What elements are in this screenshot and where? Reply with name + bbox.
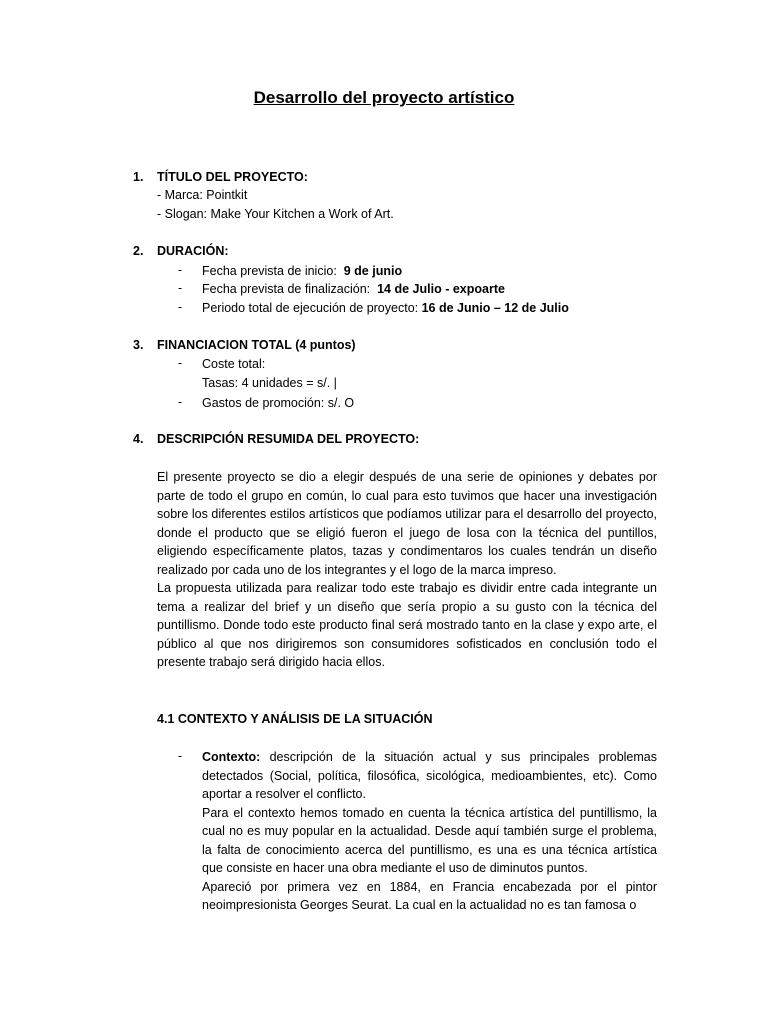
section-number: 4. — [133, 432, 144, 446]
context-label: Contexto: — [202, 750, 261, 764]
start-date-label: Fecha prevista de inicio: — [202, 264, 337, 278]
start-date-value: 9 de junio — [343, 264, 403, 278]
period-value: 16 de Junio – 12 de Julio — [421, 301, 569, 315]
section-number: 2. — [133, 244, 144, 258]
period-line — [202, 300, 569, 316]
promotion-cost-line: Gastos de promoción: s/. O — [202, 396, 355, 410]
end-date-label: Fecha prevista de finalización: — [202, 282, 371, 296]
total-cost-line: Coste total: — [202, 357, 266, 371]
section-label: FINANCIACION TOTAL (4 puntos) — [157, 338, 356, 352]
description-paragraph-2: La propuesta utilizada para realizar todo este trabajo es dividir entre cada integrante un tema a realizar del brief y un diseño que sería propio a su gusto con la técnica del puntillismo. Donde todo este producto final será mostrado tanto en la clase y expo arte, el público al que nos dirigiremos son consumidores sofisticados en conclusión todo el presente trabajo será dirigido hacia ellos. — [157, 581, 657, 669]
list-dash: - — [178, 356, 183, 370]
section-number: 1. — [133, 170, 144, 184]
context-text: descripción de la situación actual y sus principales problemas detectados (Social, política, filosófica, sicológica, medioambientes, etc). Como aportar a resolver el conflicto. — [202, 750, 657, 801]
slogan-line: - Slogan: Make Your Kitchen a Work of Art. — [157, 207, 394, 221]
section-label: DURACIÓN: — [157, 244, 229, 258]
section-number: 3. — [133, 338, 144, 352]
period-label: Periodo total de ejecución de proyecto: — [202, 301, 419, 315]
list-dash: - — [178, 281, 183, 295]
fees-line: Tasas: 4 unidades = s/. | — [202, 376, 337, 390]
end-date-value: 14 de Julio - expoarte — [377, 282, 505, 296]
list-dash: - — [178, 395, 183, 409]
subsection-4-1-heading: 4.1 CONTEXTO Y ANÁLISIS DE LA SITUACIÓN — [157, 712, 433, 726]
section-label: TÍTULO DEL PROYECTO: — [157, 170, 308, 184]
context-paragraph-3: Apareció por primera vez en 1884, en Francia encabezada por el pintor neoimpresionista Georges Seurat. La cual en la actualidad no es tan famosa o — [202, 879, 657, 912]
project-description — [157, 468, 657, 672]
end-date-line — [202, 281, 505, 297]
section-label: DESCRIPCIÓN RESUMIDA DEL PROYECTO: — [157, 432, 420, 446]
list-dash: - — [178, 300, 183, 314]
context-paragraph-2: Para el contexto hemos tomado en cuenta la técnica artística del puntillismo, la cual no es muy popular en la actualidad. Desde aquí también surge el problema, la falta de conocimiento acerca del puntillismo, es una es una técnica artística que consiste en hacer una obra mediante el uso de diminutos puntos. — [202, 805, 657, 875]
list-dash: - — [178, 749, 183, 763]
document-title: Desarrollo del proyecto artístico — [253, 88, 515, 107]
context-paragraph-1 — [202, 748, 657, 804]
list-dash: - — [178, 263, 183, 277]
start-date-line — [202, 263, 402, 279]
brand-line: - Marca: Pointkit — [157, 188, 248, 202]
description-paragraph-1: El presente proyecto se dio a elegir después de una serie de opiniones y debates por parte de todo el grupo en común, lo cual para esto tuvimos que hacer una investigación sobre los diferentes estilos artísticos que podíamos utilizar para el desarrollo del proyecto, donde el producto que se eligió fueron el juego de losa con la técnica del puntillos, eligiendo específicamente platos, tazas y condimentaros los cuales tendrán un diseño realizado por cada uno de los integrantes y el logo de la marca impreso. — [157, 470, 657, 577]
context-block — [202, 748, 657, 915]
